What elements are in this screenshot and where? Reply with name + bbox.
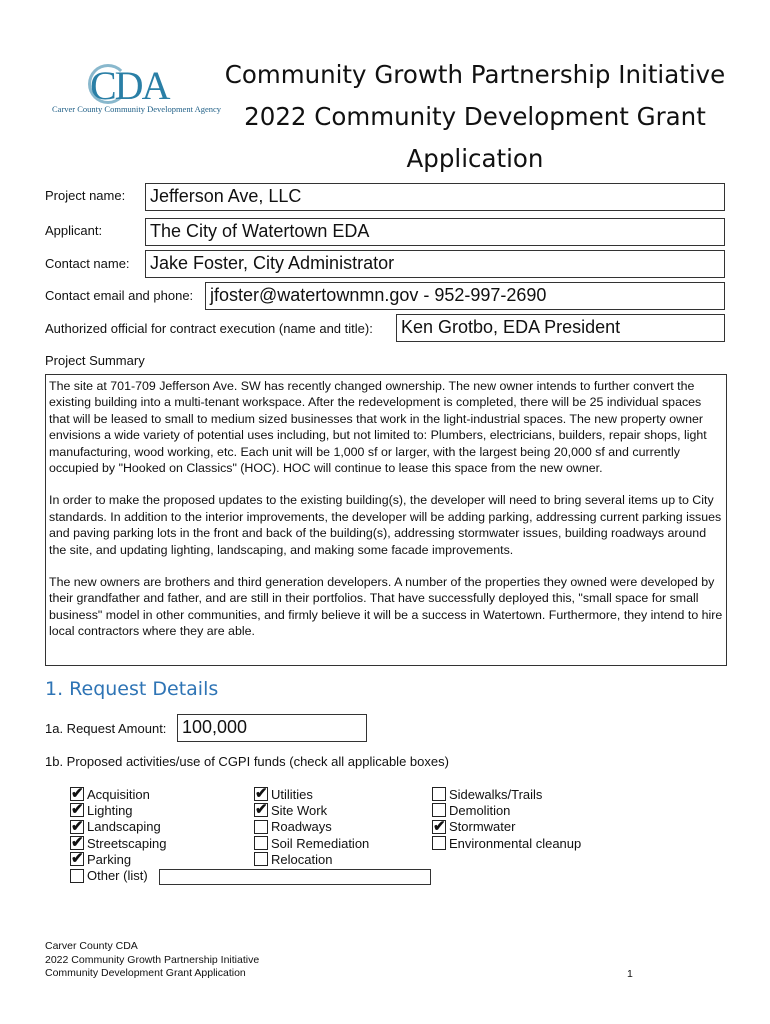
checkbox[interactable]: ✔ — [255, 801, 268, 819]
checkbox-label: Demolition — [449, 802, 511, 818]
footer-line-1: Carver County CDA — [45, 940, 138, 952]
checkbox[interactable] — [432, 787, 446, 801]
checkbox-row-roadways[interactable] — [254, 819, 369, 835]
project-name-label: Project name: — [45, 188, 126, 203]
checkbox[interactable] — [254, 836, 268, 850]
checkbox-label: Site Work — [271, 802, 328, 818]
page-number: 1 — [627, 968, 633, 980]
activities-column-2 — [254, 786, 369, 867]
checkbox[interactable]: ✔ — [71, 850, 84, 868]
checkbox-label: Lighting — [87, 802, 133, 818]
document-title — [180, 54, 770, 180]
contact-name-field[interactable]: Jake Foster, City Administrator — [145, 250, 725, 278]
checkbox-label: Sidewalks/Trails — [449, 786, 543, 802]
title-line-2: 2022 Community Development Grant — [244, 102, 706, 131]
footer-line-2: 2022 Community Growth Partnership Initiative — [45, 953, 260, 966]
project-name-field[interactable]: Jefferson Ave, LLC — [145, 183, 725, 211]
checkbox[interactable]: ✔ — [71, 834, 84, 852]
checkbox-label: Stormwater — [449, 819, 516, 835]
contact-email-phone-field[interactable]: jfoster@watertownmn.gov - 952-997-2690 — [205, 282, 725, 310]
authorized-official-field[interactable]: Ken Grotbo, EDA President — [396, 314, 725, 342]
checkbox-row-demolition[interactable] — [432, 802, 581, 818]
checkbox-label: Environmental cleanup — [449, 835, 582, 851]
request-amount-field[interactable]: 100,000 — [177, 714, 367, 742]
checkbox[interactable] — [70, 869, 84, 883]
checkbox-label: Other (list) — [87, 868, 148, 884]
checkbox-label: Streetscaping — [87, 835, 167, 851]
cda-logo — [52, 62, 222, 120]
authorized-official-label: Authorized official for contract execution (name and title): — [45, 321, 373, 336]
checkbox[interactable]: ✔ — [71, 801, 84, 819]
checkbox-row-relocation[interactable] — [254, 851, 369, 867]
checkbox-label: Parking — [87, 851, 132, 867]
checkbox-row-site-work[interactable] — [254, 802, 369, 818]
checkbox[interactable]: ✔ — [71, 785, 84, 803]
checkbox[interactable]: ✔ — [255, 785, 268, 803]
summary-paragraph-3: The new owners are brothers and third generation developers. A number of the properties they owned were developed by their grandfather and father, and are still in their portfolios. That have successfully deployed this, "small space for small business" model in other communities, and firmly believe it will be a success in Watertown. Furthermore, they intend to hire local contractors where they are able. — [49, 575, 723, 639]
checkbox-label: Landscaping — [87, 819, 161, 835]
checkbox-row-lighting[interactable] — [70, 802, 167, 818]
activities-column-1 — [70, 786, 167, 884]
checkbox-row-sidewalks-trails[interactable] — [432, 786, 581, 802]
title-line-1: Community Growth Partnership Initiative — [224, 60, 726, 89]
checkbox-row-other[interactable] — [70, 867, 167, 883]
applicant-label: Applicant: — [45, 223, 103, 238]
checkbox-label: Acquisition — [87, 786, 150, 802]
project-summary-label: Project Summary — [45, 353, 145, 368]
contact-email-phone-label: Contact email and phone: — [45, 288, 194, 303]
request-amount-label: 1a. Request Amount: — [45, 721, 167, 736]
activities-label: 1b. Proposed activities/use of CGPI funds (check all applicable boxes) — [45, 754, 449, 769]
checkbox-row-streetscaping[interactable] — [70, 835, 167, 851]
checkbox-row-utilities[interactable] — [254, 786, 369, 802]
contact-name-label: Contact name: — [45, 256, 130, 271]
logo-letters: CDA — [90, 63, 169, 108]
checkbox[interactable] — [432, 836, 446, 850]
checkbox[interactable] — [432, 803, 446, 817]
checkbox-label: Roadways — [271, 819, 332, 835]
other-list-field[interactable] — [159, 869, 431, 885]
checkbox[interactable] — [254, 820, 268, 834]
logo-subtitle: Carver County Community Development Agency — [52, 104, 222, 114]
summary-paragraph-2: In order to make the proposed updates to the existing building(s), the developer will need to bring several items up to City standards. In addition to the interior improvements, the developer will be adding parking, addressing current parking issues and paving parking lots in the front and back of the building(s), addressing stormwater issues, building roadways around the site, and updating lighting, landscaping, and making some facade improvements. — [49, 493, 722, 557]
checkbox[interactable] — [254, 852, 268, 866]
checkbox-label: Utilities — [271, 786, 313, 802]
footer-line-3: Community Development Grant Application — [45, 967, 246, 979]
checkbox-label: Relocation — [271, 851, 333, 867]
checkbox[interactable]: ✔ — [433, 817, 446, 835]
activities-column-3 — [432, 786, 581, 851]
title-line-3: Application — [406, 144, 544, 173]
checkbox-row-landscaping[interactable] — [70, 819, 167, 835]
summary-paragraph-1: The site at 701-709 Jefferson Ave. SW has recently changed ownership. The new owner intends to further convert the existing building into a multi-tenant workspace. After the redevelopment is completed, there will be 25 individual spaces that will be leased to small to medium sized businesses that work in the light-industrial spaces. The new property owner envisions a wide variety of potential uses including, but not limited to: Plumbers, electricians, builders, repair shops, light manufacturing, wood working, etc. Each unit will be 1,000 sf or larger, with the largest being 20,000 sf and currently occupied by "Hooked on Classics" (HOC). HOC will continue to lease this space from the new owner. — [49, 379, 707, 476]
checkbox-row-environmental-cleanup[interactable] — [432, 835, 581, 851]
checkbox-row-soil-remediation[interactable] — [254, 835, 369, 851]
applicant-field[interactable]: The City of Watertown EDA — [145, 218, 725, 246]
checkbox[interactable]: ✔ — [71, 817, 84, 835]
section-heading-request-details: 1. Request Details — [45, 678, 219, 700]
checkbox-row-acquisition[interactable] — [70, 786, 167, 802]
page-footer — [45, 940, 259, 981]
checkbox-row-stormwater[interactable] — [432, 819, 581, 835]
checkbox-label: Soil Remediation — [271, 835, 370, 851]
checkbox-row-parking[interactable] — [70, 851, 167, 867]
project-summary-textarea[interactable] — [45, 374, 727, 666]
